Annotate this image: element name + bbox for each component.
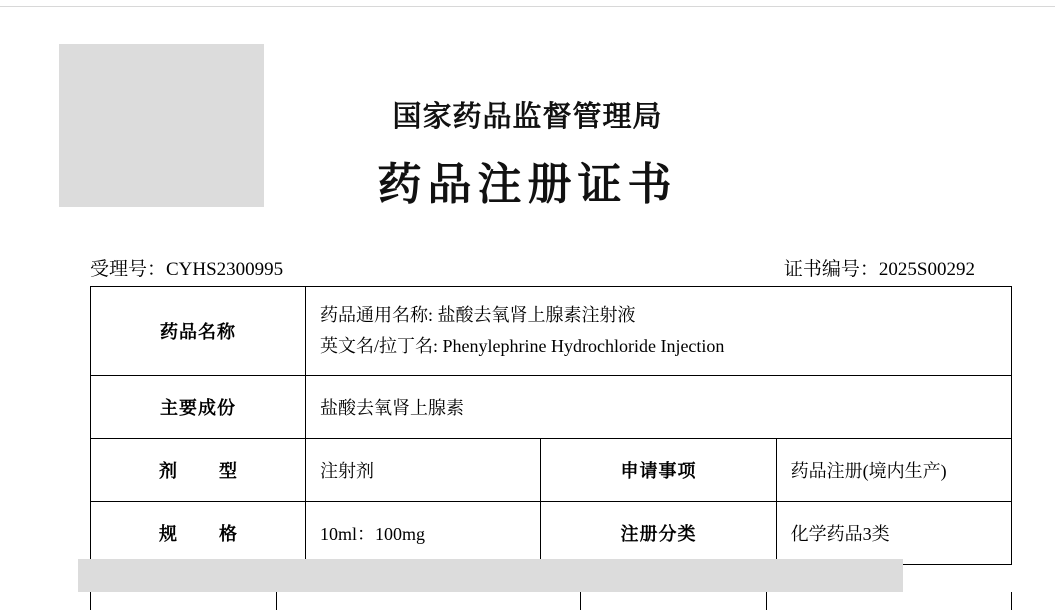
row-label-application-item: 申请事项: [541, 439, 776, 502]
certificate-meta-row: [90, 254, 975, 281]
row-label-registration-category: 注册分类: [541, 502, 776, 565]
row-label-specification: 规 格: [91, 502, 306, 565]
drug-english-name: 英文名/拉丁名: Phenylephrine Hydrochloride Injection: [320, 336, 725, 356]
document-title: 药品注册证书: [377, 160, 678, 209]
issuing-organization-title: 国家药品监督管理局: [392, 101, 663, 133]
clipped-row-divider: [580, 592, 581, 610]
certificate-table: [90, 286, 1012, 565]
row-label-dosage-form: 剂 型: [91, 439, 306, 502]
page-top-rule: [0, 6, 1055, 7]
table-row: [91, 376, 1012, 439]
row-label-main-ingredient: 主要成份: [91, 376, 306, 439]
row-value-specification: 10ml：100mg: [306, 502, 541, 565]
clipped-table-row: [90, 592, 1012, 610]
row-label-drug-name: 药品名称: [91, 287, 306, 376]
drug-generic-name: 药品通用名称: 盐酸去氧肾上腺素注射液: [320, 305, 636, 325]
redaction-overlay-bar: [78, 559, 903, 592]
row-value-main-ingredient: 盐酸去氧肾上腺素: [306, 376, 1012, 439]
national-emblem-icon: [59, 44, 264, 207]
row-value-dosage-form: 注射剂: [306, 439, 541, 502]
row-value-application-item: 药品注册(境内生产): [776, 439, 1011, 502]
table-row: [91, 502, 1012, 565]
row-value-registration-category: 化学药品3类: [776, 502, 1011, 565]
certificate-number: 证书编号：2025S00292: [783, 259, 975, 280]
clipped-row-divider: [766, 592, 767, 610]
table-row: [91, 439, 1012, 502]
table-row: [91, 287, 1012, 376]
row-value-drug-name: [306, 287, 1012, 376]
acceptance-number: 受理号：CYHS2300995: [90, 259, 284, 280]
clipped-row-divider: [276, 592, 277, 610]
